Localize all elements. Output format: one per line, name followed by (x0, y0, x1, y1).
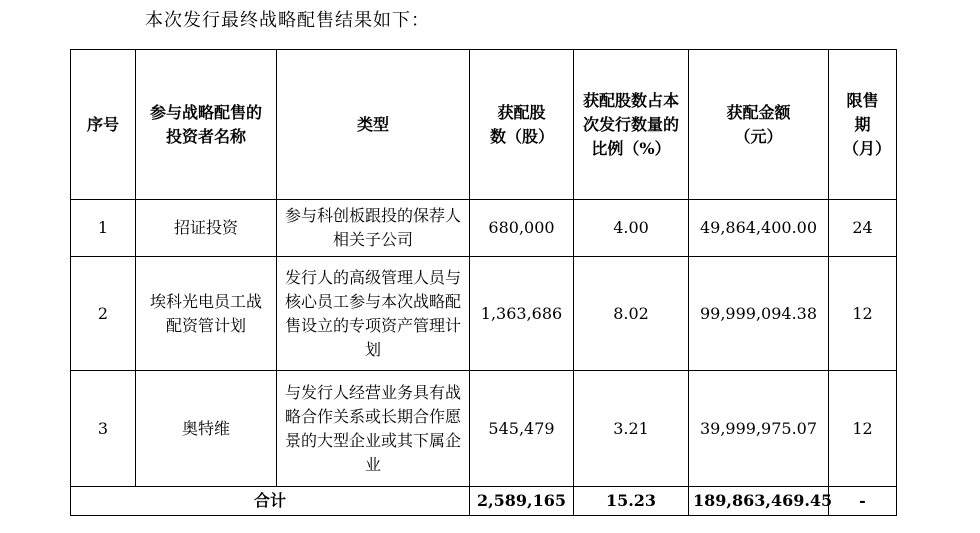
header-shares: 获配股数（股） (470, 50, 574, 200)
cell-investor: 奥特维 (136, 371, 277, 487)
cell-amount: 39,999,975.07 (689, 371, 829, 487)
intro-text: 本次发行最终战略配售结果如下： (145, 10, 430, 31)
cell-investor: 埃科光电员工战配资管计划 (136, 257, 277, 371)
cell-seq: 3 (71, 371, 136, 487)
cell-amount: 49,864,400.00 (689, 200, 829, 257)
table-row (71, 371, 897, 487)
header-investor: 参与战略配售的投资者名称 (136, 50, 277, 200)
header-ratio: 获配股数占本次发行数量的比例（%） (574, 50, 689, 200)
cell-lockup: 12 (829, 371, 897, 487)
cell-shares: 680,000 (470, 200, 574, 257)
header-row (71, 50, 897, 200)
cell-type: 发行人的高级管理人员与核心员工参与本次战略配售设立的专项资产管理计划 (277, 257, 470, 371)
cell-ratio: 8.02 (574, 257, 689, 371)
total-amount: 189,863,469.45 (689, 487, 829, 516)
strategic-placement-table (70, 49, 897, 516)
table-row (71, 200, 897, 257)
cell-seq: 1 (71, 200, 136, 257)
cell-type: 参与科创板跟投的保荐人相关子公司 (277, 200, 470, 257)
cell-ratio: 4.00 (574, 200, 689, 257)
header-lockup: 限售期（月） (829, 50, 897, 200)
header-amount: 获配金额（元） (689, 50, 829, 200)
cell-shares: 545,479 (470, 371, 574, 487)
total-label: 合计 (71, 487, 470, 516)
cell-seq: 2 (71, 257, 136, 371)
total-row (71, 487, 897, 516)
total-lockup: - (829, 487, 897, 516)
total-shares: 2,589,165 (470, 487, 574, 516)
cell-shares: 1,363,686 (470, 257, 574, 371)
header-seq: 序号 (71, 50, 136, 200)
total-ratio: 15.23 (574, 487, 689, 516)
cell-investor: 招证投资 (136, 200, 277, 257)
cell-lockup: 12 (829, 257, 897, 371)
table-row (71, 257, 897, 371)
cell-ratio: 3.21 (574, 371, 689, 487)
cell-lockup: 24 (829, 200, 897, 257)
cell-type: 与发行人经营业务具有战略合作关系或长期合作愿景的大型企业或其下属企业 (277, 371, 470, 487)
cell-amount: 99,999,094.38 (689, 257, 829, 371)
header-type: 类型 (277, 50, 470, 200)
